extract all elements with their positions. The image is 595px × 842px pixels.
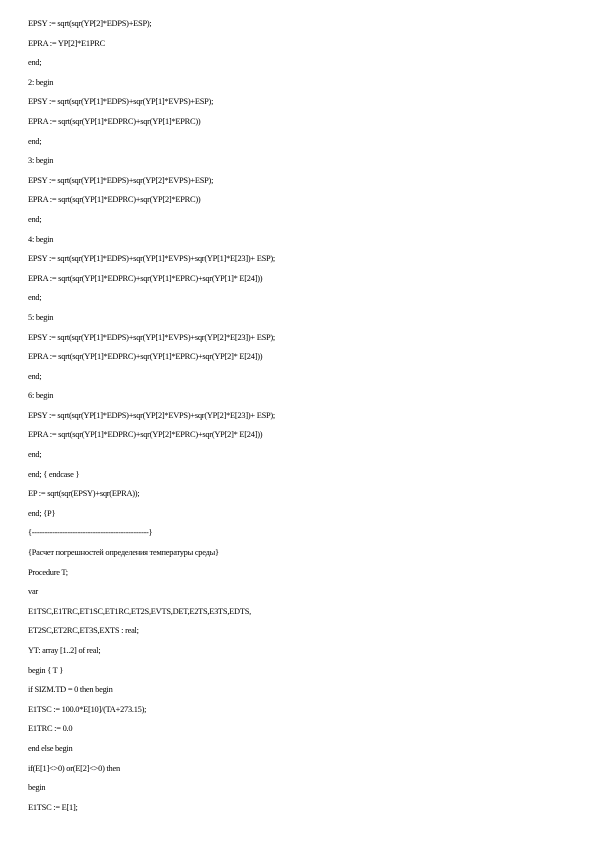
code-line: E1TSC,E1TRC,ET1SC,ET1RC,ET2S,EVTS,DET,E2TS,E3TS,EDTS,	[28, 606, 251, 616]
code-line: EPSY := sqrt(sqr(YP[1]*EDPS)+sqr(YP[2]*EVPS)+sqr(YP[2]*E[23])+ ESP);	[28, 410, 276, 420]
code-line: end;	[28, 58, 42, 68]
code-line: 6: begin	[28, 391, 54, 401]
code-line: EP := sqrt(sqr(EPSY)+sqr(EPRA));	[28, 489, 140, 499]
code-line: begin { T }	[28, 665, 63, 675]
code-line: EPSY := sqrt(sqr(YP[1]*EDPS)+sqr(YP[1]*EVPS)+sqr(YP[2]*E[23])+ ESP);	[28, 332, 276, 342]
code-line: EPRA := YP[2]*E1PRC	[28, 38, 105, 48]
code-line: E1TRC := 0.0	[28, 724, 73, 734]
code-line: end;	[28, 214, 42, 224]
code-line: end; {P}	[28, 508, 56, 518]
code-line: EPRA := sqrt(sqr(YP[1]*EDPRC)+sqr(YP[2]*EPRC))	[28, 195, 201, 205]
code-line: Procedure T;	[28, 567, 68, 577]
code-line: 4: begin	[28, 234, 54, 244]
code-line: EPSY := sqrt(sqr(YP[1]*EDPS)+sqr(YP[1]*EVPS)+sqr(YP[1]*E[23])+ ESP);	[28, 254, 276, 264]
code-line: end;	[28, 293, 42, 303]
code-line: 3: begin	[28, 156, 54, 166]
code-line: EPRA := sqrt(sqr(YP[1]*EDPRC)+sqr(YP[1]*EPRC))	[28, 116, 201, 126]
code-line: E1TSC := E[1];	[28, 802, 78, 812]
code-line: end;	[28, 450, 42, 460]
code-line: ET2SC,ET2RC,ET3S,EXTS : real;	[28, 626, 139, 636]
code-line: if(E[1]<>0) or(E[2]<>0) then	[28, 763, 120, 773]
code-line: begin	[28, 783, 46, 793]
code-line: EPRA := sqrt(sqr(YP[1]*EDPRC)+sqr(YP[1]*EPRC)+sqr(YP[2]* E[24]))	[28, 352, 263, 362]
code-line: EPRA := sqrt(sqr(YP[1]*EDPRC)+sqr(YP[1]*EPRC)+sqr(YP[1]* E[24]))	[28, 273, 263, 283]
code-listing	[28, 18, 568, 821]
code-line: EPSY := sqrt(sqr(YP[2]*EDPS)+ESP);	[28, 19, 152, 28]
code-line: EPSY := sqrt(sqr(YP[1]*EDPS)+sqr(YP[1]*EVPS)+ESP);	[28, 97, 214, 107]
code-line: var	[28, 587, 38, 597]
code-line: {----------------------------------------------}	[28, 528, 153, 538]
code-line: 2: begin	[28, 77, 54, 87]
code-line: YT: array [1..2] of real;	[28, 646, 101, 655]
code-line: end;	[28, 371, 42, 381]
code-line: 5: begin	[28, 312, 54, 322]
code-line: end;	[28, 136, 42, 146]
code-line: EPSY := sqrt(sqr(YP[1]*EDPS)+sqr(YP[2]*EVPS)+ESP);	[28, 175, 214, 185]
code-line: {Расчет погрешностей определения температуры среды}	[28, 548, 219, 558]
code-line: if SIZM.TD = 0 then begin	[28, 685, 113, 695]
code-line: end else begin	[28, 743, 73, 753]
code-line: EPRA := sqrt(sqr(YP[1]*EDPRC)+sqr(YP[2]*EPRC)+sqr(YP[2]* E[24]))	[28, 430, 263, 440]
code-line: end; { endcase }	[28, 469, 80, 479]
code-line: E1TSC := 100.0*E[10]/(TA+273.15);	[28, 704, 147, 714]
